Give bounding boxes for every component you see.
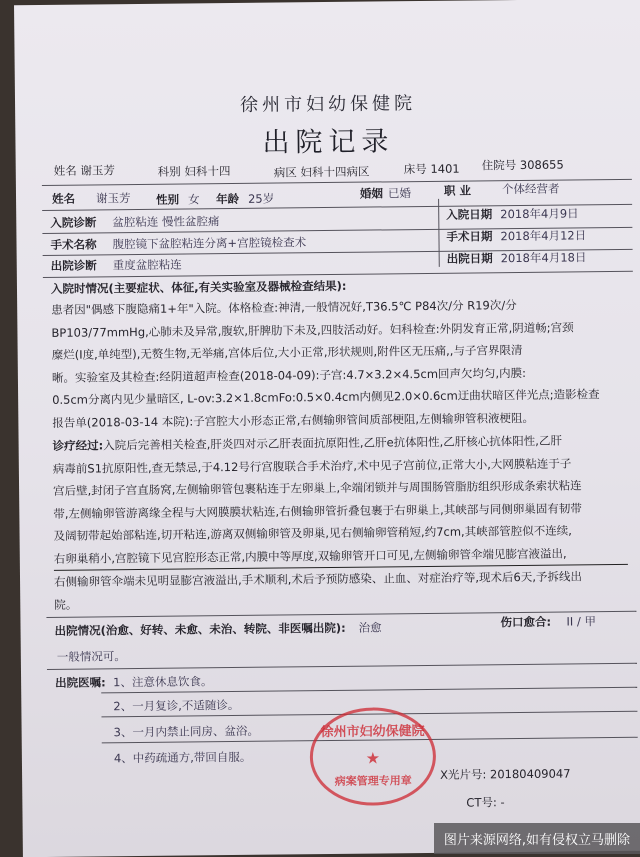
treatment-line: 右卵巢稍小,宫腔镜下见宫腔形态正常,内膜中等厚度,双输卵管开口可见,左侧输卵管伞端见膨宫液溢出, (54, 541, 628, 571)
header-ward: 病区 妇科十四病区 (273, 164, 370, 180)
row-line (47, 663, 637, 670)
treatment-line: 带,左侧输卵管游离缘全程与大网膜膜状粘连,右侧输卵管折叠包裹于右卵巢上,其峡部与同侧卵巢固有韧带 (53, 500, 582, 521)
surgery-date-label: 手术日期 (446, 229, 493, 244)
treatment-line: 院。 (54, 597, 78, 612)
treatment-line: 病毒前S1抗原阳性,查无禁忌,于4.12号行宫腹联合手术治疗,术中见子宫前位,正常大小,大网膜粘连于子 (52, 455, 572, 476)
admission-section-heading: 入院时情况(主要症状、体征,有关实验室及器械检查结果): (50, 278, 347, 296)
ct-number: CT号: - (466, 795, 505, 810)
patient-marital: 已婚 (387, 186, 412, 201)
patient-age-label: 年龄 (215, 191, 240, 207)
order-item: 3、一月内禁止同房、盆浴。 (113, 723, 260, 740)
discharge-record-paper (14, 0, 640, 857)
discharge-date: 2018年4月18日 (500, 250, 587, 266)
admit-diagnosis-label: 入院诊断 (50, 215, 97, 230)
treatment-line: 入院后完善相关检查,肝炎四对示乙肝表面抗原阳性,乙肝e抗体阳性,乙肝核心抗体阳性,乙肝 (103, 433, 562, 453)
treatment-line: 宫后壁,封闭子宫直肠窝,左侧输卵管包裹粘连于左卵巢上,伞端闭锁并与周围肠管脂肪组织形成条索状粘连 (53, 478, 582, 498)
hospital-seal: 徐州市妇幼保健院 ★ 病案管理专用章 (309, 707, 436, 806)
header-name: 姓名 谢玉芳 (53, 163, 115, 178)
surgery-label: 手术名称 (50, 237, 97, 252)
order-item: 2、一月复诊,不适随诊。 (113, 697, 240, 714)
patient-age: 25岁 (247, 191, 275, 206)
order-item: 1、注意休息饮食。 (113, 674, 213, 690)
watermark-banner: 图片来源网络,如有侵权立马删除 (434, 823, 640, 854)
patient-occupation: 个体经营者 (501, 181, 560, 197)
treatment-section-body (53, 429, 629, 616)
document-title: 出院记录 (262, 126, 395, 159)
discharge-diagnosis-label: 出院诊断 (50, 258, 97, 273)
order-item: 4、中药疏通方,带回自服。 (113, 749, 252, 766)
admission-line: 晰。实验室及其检查:经阴道超声检查(2018-04-09):子宫:4.7×3.2×4.5cm回声欠均匀,内膜: (51, 365, 527, 385)
header-admission-no: 住院号 308655 (481, 157, 564, 173)
patient-name: 谢玉芳 (95, 191, 131, 206)
header-bed: 床号 1401 (403, 161, 460, 177)
orders-label: 出院医嘱: (55, 675, 106, 690)
admission-section-body (51, 293, 626, 434)
discharge-status-extra: 一般情况可。 (56, 649, 126, 664)
patient-sex: 女 (187, 192, 200, 207)
discharge-status-value: 治愈 (358, 620, 382, 635)
wound-value: II / 甲 (566, 614, 597, 629)
admission-line: 糜烂(I度,单纯型),无赘生物,无举痛,宫体后位,大小正常,形状规则,附件区无压痛,,与子宫界限清 (51, 342, 523, 362)
admission-line: 0.5cm分离内见少量暗区, L-ov:3.2×1.8cmFo:0.5×0.4cm内侧见2.0×0.6cm迂曲状暗区伴光点;造影检查 (52, 387, 600, 407)
admit-diagnosis: 盆腔粘连 慢性盆腔痛 (112, 214, 220, 230)
admit-date-label: 入院日期 (446, 207, 493, 222)
admission-line: 患者因"偶感下腹隐痛1+年"入院。体格检查:神清,一般情况好,T36.5℃ P84次/分 R19次/分 (51, 298, 517, 317)
admission-line: BP103/77mmHg,心肺未及异常,腹软,肝脾肋下未及,四肢活动好。妇科检查:外阴发育正常,阴道畅;宫颈 (51, 319, 574, 340)
treatment-line: 右侧输卵管伞端未见明显膨宫液溢出,手术顺利,术后予预防感染、止血、对症治疗等,现术后6天,予拆线出 (53, 569, 583, 589)
surgery-date: 2018年4月12日 (500, 228, 587, 244)
treatment-heading: 诊疗经过: (52, 438, 104, 453)
date-column-divider (438, 199, 440, 267)
discharge-status-label: 出院情况(治愈、好转、未愈、未治、转院、非医嘱出院): (54, 620, 346, 638)
surgery-name: 腹腔镜下盆腔粘连分离+宫腔镜检查术 (112, 235, 307, 252)
header-dept: 科别 妇科十四 (157, 164, 231, 179)
wound-label: 伤口愈合: (500, 614, 552, 630)
admit-date: 2018年4月9日 (500, 206, 579, 222)
discharge-diagnosis: 重度盆腔粘连 (112, 257, 182, 273)
treatment-line: 及阔韧带起始部粘连,切开粘连,游离双侧输卵管及卵巢,见右侧输卵管稍短,约7cm,其峡部管腔似不连续, (53, 523, 572, 543)
patient-name-label: 姓名 (51, 191, 76, 206)
hospital-name: 徐州市妇幼保健院 (239, 93, 417, 116)
discharge-date-label: 出院日期 (446, 251, 493, 266)
patient-sex-label: 性别 (155, 192, 180, 207)
xray-number: X光片号: 20180409047 (440, 766, 571, 782)
admission-line: 报告单(2018-03-14 本院):子宫腔大小形态正常,右侧输卵管间质部梗阻,左侧输卵管积液梗阻。 (52, 410, 535, 430)
patient-occupation-label: 职 业 (443, 183, 472, 198)
patient-marital-label: 婚姻 (359, 186, 384, 201)
